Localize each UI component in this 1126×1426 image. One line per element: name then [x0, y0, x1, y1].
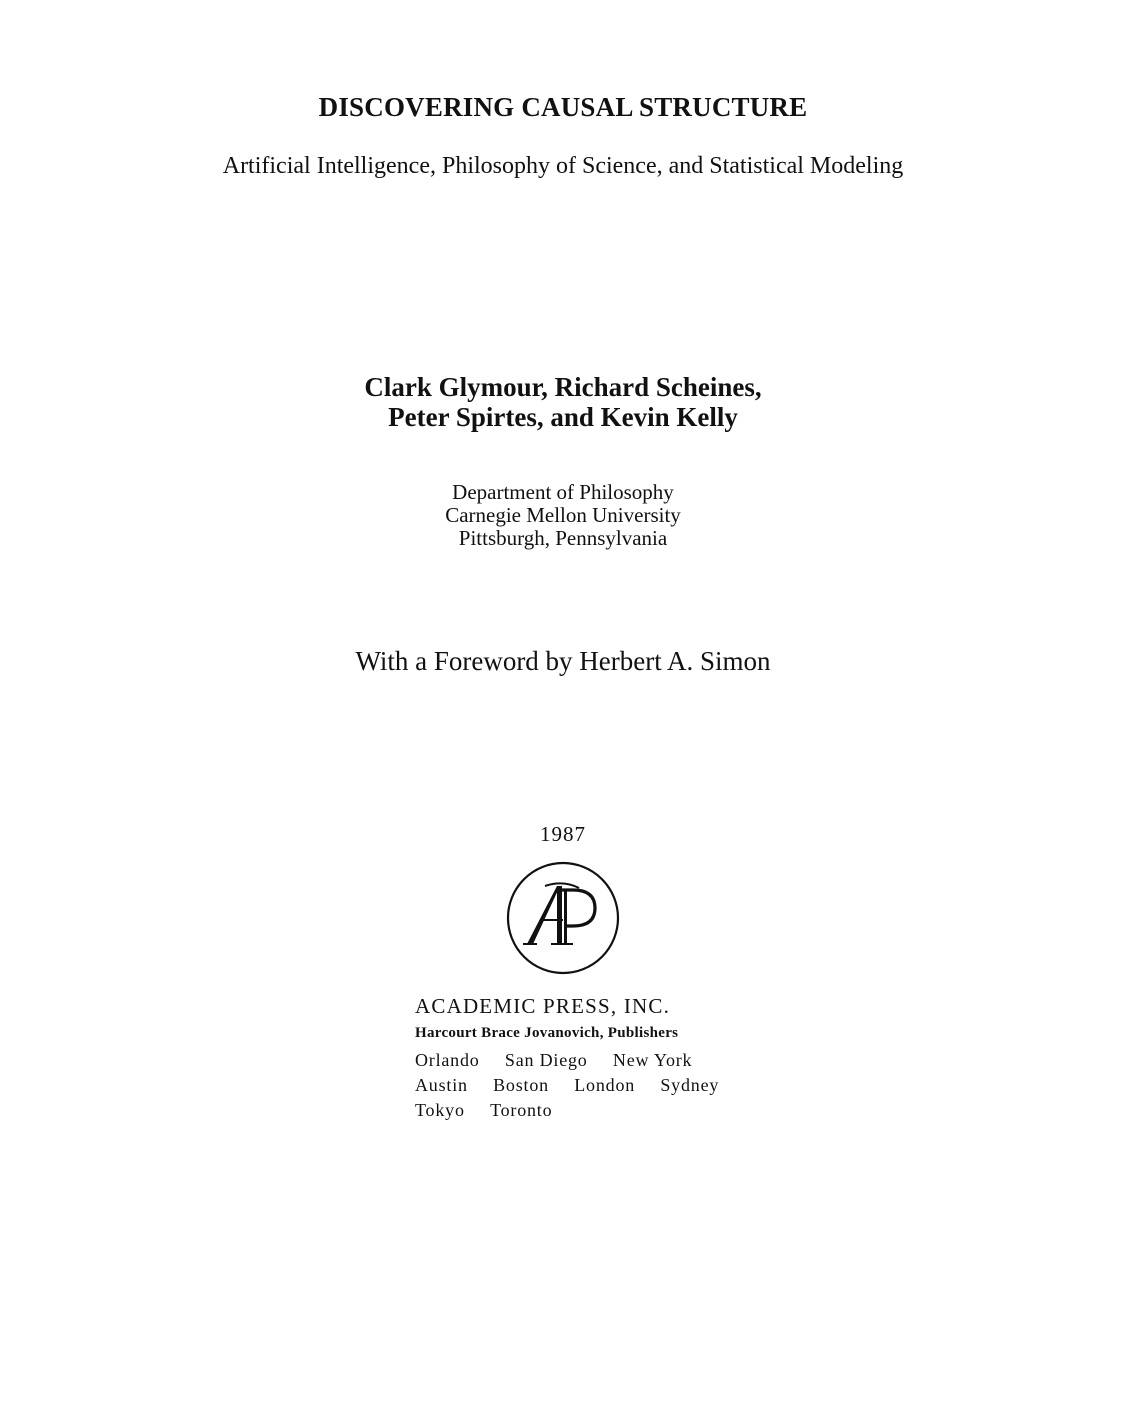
publisher-cities: [415, 1048, 755, 1123]
affiliation-location: Pittsburgh, Pennsylvania: [458, 526, 668, 550]
book-title: DISCOVERING CAUSAL STRUCTURE: [318, 92, 808, 122]
book-subtitle: Artificial Intelligence, Philosophy of Science, and Statistical Modeling: [222, 153, 904, 179]
city-row: [415, 1073, 755, 1098]
academic-press-logo-icon: [505, 860, 621, 976]
affiliation-university: Carnegie Mellon University: [445, 503, 681, 527]
city-name: London: [574, 1075, 636, 1095]
city-name: Sydney: [660, 1075, 720, 1095]
city-row: [415, 1048, 755, 1073]
publisher-name: ACADEMIC PRESS, INC.: [415, 994, 671, 1018]
city-name: San Diego: [504, 1050, 588, 1070]
affiliation: [0, 481, 1126, 550]
publication-year: 1987: [540, 822, 586, 846]
city-name: Austin: [415, 1075, 468, 1095]
city-name: New York: [612, 1050, 693, 1070]
city-name: Tokyo: [415, 1100, 465, 1120]
publisher-parent: Harcourt Brace Jovanovich, Publishers: [415, 1025, 679, 1041]
city-name: Boston: [493, 1075, 549, 1095]
city-row: [415, 1098, 755, 1123]
publisher-block: [415, 993, 755, 1123]
authors-line-1: Clark Glymour, Richard Scheines,: [364, 372, 762, 402]
city-name: Toronto: [490, 1100, 553, 1120]
city-name: Orlando: [415, 1050, 480, 1070]
authors-line-2: Peter Spirtes, and Kevin Kelly: [388, 402, 738, 432]
authors: [0, 372, 1126, 432]
foreword-credit: With a Foreword by Herbert A. Simon: [355, 646, 771, 676]
affiliation-department: Department of Philosophy: [452, 480, 674, 504]
